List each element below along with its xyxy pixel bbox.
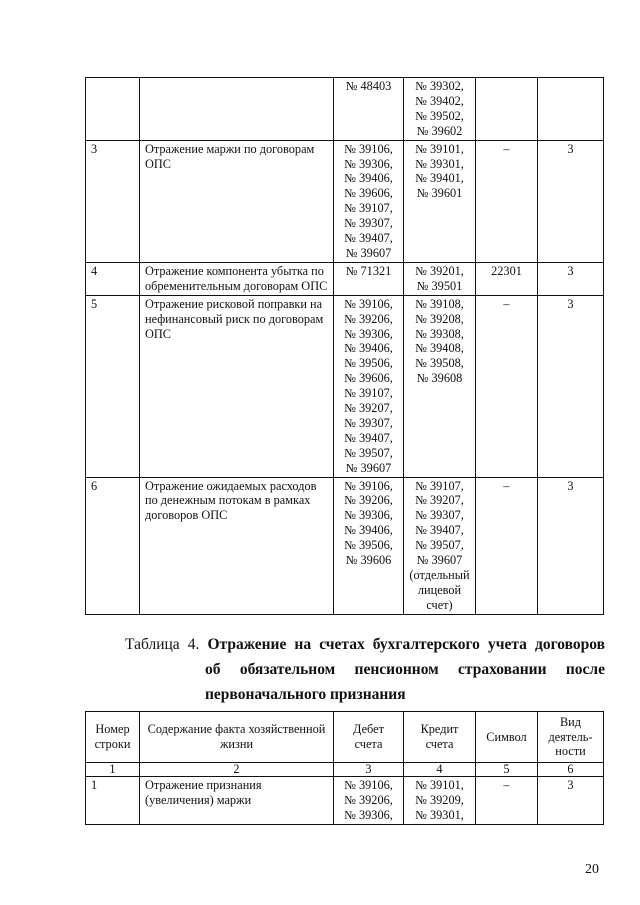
account-number: № 39206, xyxy=(344,311,393,326)
activity-cell: 3 xyxy=(538,295,604,477)
accounting-table-body xyxy=(86,78,604,615)
caption-title-part-3: первоначального признания xyxy=(205,686,406,703)
table-4-column-numbers-row xyxy=(86,763,604,777)
account-number: № 39408, xyxy=(415,341,464,356)
account-number: № 71321 xyxy=(345,263,392,278)
row-number-cell: 4 xyxy=(86,262,140,295)
fact-content-cell xyxy=(140,78,334,141)
table-row xyxy=(86,78,604,141)
caption-title-part-2: об обязательном пенсионном страховании после xyxy=(205,661,605,678)
row-number-cell: 6 xyxy=(86,477,140,614)
account-number: № 39106, xyxy=(344,296,393,311)
activity-cell: 3 xyxy=(538,262,604,295)
account-number: № 39208, xyxy=(415,311,464,326)
header-row-number: Номер строки xyxy=(86,712,140,763)
account-number: № 39508, xyxy=(415,356,464,371)
credit-cell xyxy=(404,477,476,614)
header-symbol: Символ xyxy=(476,712,538,763)
account-number: № 39606, xyxy=(344,186,393,201)
credit-cell xyxy=(404,295,476,477)
account-number: № 39402, xyxy=(415,93,464,108)
account-number: № 39407, xyxy=(415,523,464,538)
symbol-cell: – xyxy=(476,140,538,262)
account-number: № 39606, xyxy=(344,371,393,386)
column-number: 5 xyxy=(476,763,538,777)
credit-cell xyxy=(404,140,476,262)
account-number: № 39506, xyxy=(344,356,393,371)
header-credit: Кредит счета xyxy=(404,712,476,763)
account-number: № 39207, xyxy=(415,493,464,508)
account-number: № 39307, xyxy=(415,508,464,523)
column-number: 2 xyxy=(140,763,334,777)
debit-cell xyxy=(334,140,404,262)
account-number: № 39106, xyxy=(344,778,393,792)
account-number: № 39106, xyxy=(344,141,393,156)
fact-content-cell: Отражение ожидаемых расходов по денежным потокам в рамках договоров ОПС xyxy=(140,477,334,614)
header-activity-type: Вид деятель-ности xyxy=(538,712,604,763)
account-number: № 39209, xyxy=(415,792,464,807)
account-number: № 39101, xyxy=(415,141,464,156)
debit-cell xyxy=(334,262,404,295)
account-number: № 39407, xyxy=(344,430,393,445)
account-number: № 39206, xyxy=(344,792,393,807)
fact-content-cell: Отражение признания (увеличения) маржи xyxy=(140,777,334,825)
account-number: № 39501 xyxy=(416,278,463,293)
account-number: лицевой xyxy=(417,582,462,597)
activity-cell: 3 xyxy=(538,777,604,825)
symbol-cell: – xyxy=(476,477,538,614)
table-row xyxy=(86,140,604,262)
fact-content-cell: Отражение рисковой поправки на нефинансовый риск по договорам ОПС xyxy=(140,295,334,477)
row-number-cell: 1 xyxy=(86,777,140,825)
row-number-cell xyxy=(86,78,140,141)
caption-table-label: Таблица 4. xyxy=(125,636,208,653)
account-number: № 39301, xyxy=(415,807,464,822)
account-number: № 39507, xyxy=(415,538,464,553)
row-number-cell: 3 xyxy=(86,140,140,262)
account-number: № 39106, xyxy=(344,478,393,493)
account-number: № 39307, xyxy=(344,216,393,231)
account-number: № 39206, xyxy=(344,493,393,508)
activity-cell xyxy=(538,78,604,141)
account-number: № 39507, xyxy=(344,445,393,460)
table-row xyxy=(86,295,604,477)
table-row xyxy=(86,262,604,295)
symbol-cell: – xyxy=(476,777,538,825)
account-number: № 39101, xyxy=(415,778,464,792)
table-4-header-row xyxy=(86,712,604,763)
account-number: № 39107, xyxy=(415,478,464,493)
debit-cell xyxy=(334,477,404,614)
caption-line-3 xyxy=(125,682,605,707)
account-number: № 39301, xyxy=(415,156,464,171)
page-number: 20 xyxy=(585,862,599,877)
column-number: 4 xyxy=(404,763,476,777)
column-number: 3 xyxy=(334,763,404,777)
account-number: № 39308, xyxy=(415,326,464,341)
account-number: № 39306, xyxy=(344,807,393,822)
account-number: № 39401, xyxy=(415,171,464,186)
credit-cell xyxy=(404,262,476,295)
account-number: № 39406, xyxy=(344,523,393,538)
caption-line-1 xyxy=(125,632,605,657)
row-number-cell: 5 xyxy=(86,295,140,477)
column-number: 1 xyxy=(86,763,140,777)
account-number: № 39207, xyxy=(344,401,393,416)
table-row xyxy=(86,477,604,614)
accounting-table-continued xyxy=(85,77,604,615)
account-number: № 39108, xyxy=(415,296,464,311)
debit-cell xyxy=(334,78,404,141)
account-number: № 39306, xyxy=(344,156,393,171)
symbol-cell: – xyxy=(476,295,538,477)
fact-content-cell: Отражение маржи по договорам ОПС xyxy=(140,140,334,262)
account-number: № 39601 xyxy=(416,186,463,201)
credit-cell xyxy=(404,777,476,825)
account-number: № 39602 xyxy=(416,123,463,138)
header-debit: Дебет счета xyxy=(334,712,404,763)
account-number: № 39306, xyxy=(344,326,393,341)
account-number: № 39406, xyxy=(344,341,393,356)
debit-cell xyxy=(334,295,404,477)
account-number: (отдельный xyxy=(409,568,470,582)
column-number: 6 xyxy=(538,763,604,777)
header-fact-content: Содержание факта хозяйственной жизни xyxy=(140,712,334,763)
account-number: № 39302, xyxy=(415,79,464,93)
account-number: № 39107, xyxy=(344,201,393,216)
caption-title-part-1: Отражение на счетах бухгалтерского учета договоров xyxy=(207,636,605,653)
account-number: № 48403 xyxy=(345,79,392,93)
account-number: № 39407, xyxy=(344,231,393,246)
caption-line-2 xyxy=(125,657,605,682)
activity-cell: 3 xyxy=(538,140,604,262)
debit-cell xyxy=(334,777,404,825)
table-row xyxy=(86,777,604,825)
account-number: № 39607 xyxy=(416,553,463,568)
account-number: № 39306, xyxy=(344,508,393,523)
symbol-cell: 22301 xyxy=(476,262,538,295)
symbol-cell xyxy=(476,78,538,141)
account-number: № 39201, xyxy=(415,263,464,278)
account-number: № 39307, xyxy=(344,415,393,430)
account-number: № 39606 xyxy=(345,553,392,568)
account-number: № 39607 xyxy=(345,245,392,260)
account-number: № 39506, xyxy=(344,538,393,553)
account-number: № 39608 xyxy=(416,371,463,386)
table-4-caption xyxy=(125,632,605,707)
account-number: № 39107, xyxy=(344,386,393,401)
activity-cell: 3 xyxy=(538,477,604,614)
account-number: № 39607 xyxy=(345,460,392,475)
account-number: № 39406, xyxy=(344,171,393,186)
table-4 xyxy=(85,711,604,825)
fact-content-cell: Отражение компонента убытка по обременительным договорам ОПС xyxy=(140,262,334,295)
account-number: № 39502, xyxy=(415,108,464,123)
table-4-body xyxy=(86,712,604,825)
account-number: счет) xyxy=(426,597,453,612)
credit-cell xyxy=(404,78,476,141)
